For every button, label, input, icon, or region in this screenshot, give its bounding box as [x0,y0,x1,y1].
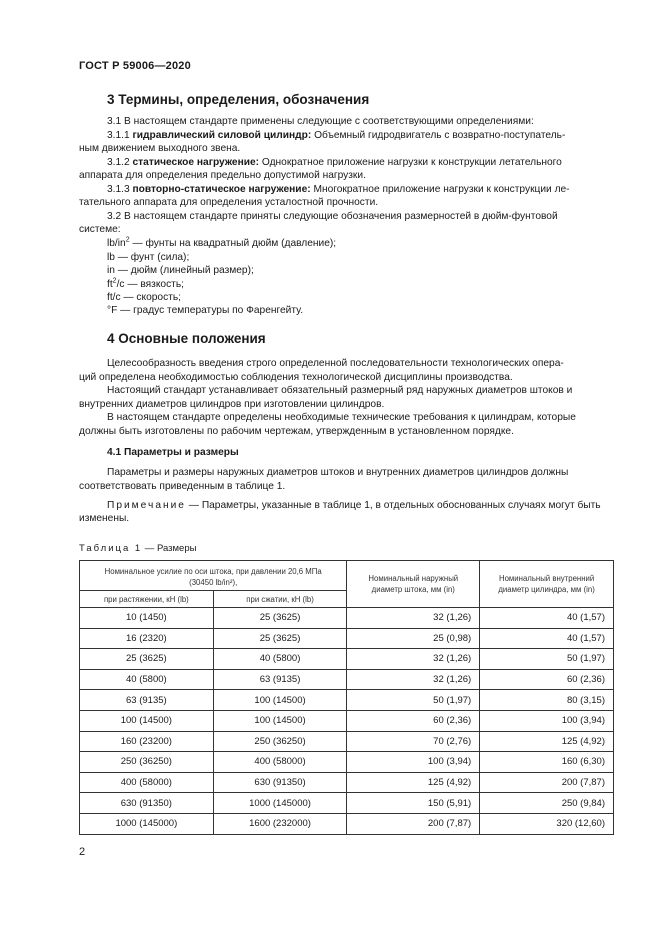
para-3-1: 3.1 В настоящем стандарте применены следующие с соответствующими определениями: [107,116,534,127]
table-cell: 100 (14500) [213,690,347,711]
term-title: повторно-статическое нагружение: [132,184,311,195]
table-cell: 150 (5,91) [347,793,480,814]
para-4-1-cont: соответствовать приведенным в таблице 1. [79,481,286,492]
subsection-4-1-title: 4.1 Параметры и размеры [107,447,239,458]
para-3-1-3-cont: тательного аппарата для определения усталостной прочности. [79,197,379,208]
table-cell: 320 (12,60) [480,813,614,834]
table-cell: 630 (91350) [213,772,347,793]
table-cell: 40 (5800) [213,649,347,670]
table-cell: 100 (3,94) [480,710,614,731]
para-4-p2: Настоящий стандарт устанавливает обязательный размерный ряд наружных диаметров штоков и [107,385,573,396]
table-row [80,752,614,773]
table-cell: 70 (2,76) [347,731,480,752]
table-cell: 25 (3625) [80,649,214,670]
table-cell: 32 (1,26) [347,649,480,670]
section-3-title: 3 Термины, определения, обозначения [107,92,370,107]
para-3-2-cont: системе: [79,224,121,235]
table-cell: 50 (1,97) [480,649,614,670]
para-4-p3-cont: должны быть изготовлены по рабочим чертежам, утвержденным в установленном порядке. [79,426,514,437]
table-cell: 250 (36250) [80,752,214,773]
term-title: статическое нагружение: [132,157,260,168]
note-label: Примечание [107,500,186,511]
term-title: гидравлический силовой цилиндр: [132,130,312,141]
table-cell: 200 (7,87) [480,772,614,793]
term-definition: Однократное приложение нагрузки к конструкции летательного [261,157,562,168]
table-cell: 125 (4,92) [480,731,614,752]
notation-fahrenheit: °F — градус температуры по Фаренгейту. [107,305,304,316]
notation-lb: lb — фунт (сила); [107,252,190,263]
table-cell: 1000 (145000) [213,793,347,814]
term-definition: Многократное приложение нагрузки к конструкции ле- [313,184,570,195]
table-caption [79,543,196,554]
table-row [80,669,614,690]
para-4-p3: В настоящем стандарте определены необходимые технические требования к цилиндрам, которые [107,412,576,423]
table-cell: 100 (3,94) [347,752,480,773]
table-cell: 100 (14500) [80,710,214,731]
table-cell: 100 (14500) [213,710,347,731]
para-4-p2-cont: внутренних диаметров цилиндров при изготовлении цилиндров. [79,399,385,410]
table-cell: 63 (9135) [213,669,347,690]
para-3-1-2-cont: аппарата для определения предельно допустимой нагрузки. [79,170,366,181]
note [107,499,601,513]
notation-speed: ft/c — скорость; [107,292,181,303]
term-number: 3.1.1 [107,130,130,141]
table-cell: 50 (1,97) [347,690,480,711]
para-3-1-1-cont: ным движением выходного звена. [79,143,241,154]
notation-viscosity: $ft^2/c$ — вязкость; [107,277,184,290]
table-row [80,628,614,649]
table-cell: 16 (2320) [80,628,214,649]
header-tension: при растяжении, кН (lb) [80,591,214,608]
table-cell: 25 (3625) [213,608,347,629]
table-cell: 40 (1,57) [480,608,614,629]
table-cell: 60 (2,36) [480,669,614,690]
note-text: — Параметры, указанные в таблице 1, в отдельных обоснованных случаях могут быть [185,500,601,511]
table-row [80,793,614,814]
standard-header: ГОСТ Р 59006—2020 [79,60,191,72]
note-cont: изменены. [79,513,130,524]
table-cell: 40 (1,57) [480,628,614,649]
table-cell: 10 (1450) [80,608,214,629]
table-cell: 160 (23200) [80,731,214,752]
table-cell: 25 (3625) [213,628,347,649]
table-row [80,710,614,731]
table-cell: 1000 (145000) [80,813,214,834]
para-3-1-2 [107,156,562,170]
table-cell: 400 (58000) [80,772,214,793]
para-3-1-3 [107,183,570,197]
para-4-1: Параметры и размеры наружных диаметров штоков и внутренних диаметров цилиндров должны [107,467,569,478]
table-cell: 400 (58000) [213,752,347,773]
notation-psi: $lb/in^2$ — фунты на квадратный дюйм (давление); [107,236,337,249]
para-3-2: 3.2 В настоящем стандарте приняты следующие обозначения размерностей в дюйм-фунтовой [107,211,558,222]
table-cell: 160 (6,30) [480,752,614,773]
header-group-force: Номинальное усилие по оси штока, при давлении 20,6 МПа (30450 lb/in²), [80,561,347,591]
header-rod-diameter: Номинальный наружный диаметр штока, мм (in) [347,561,480,608]
table-cell: 125 (4,92) [347,772,480,793]
table-row [80,813,614,834]
section-4-title: 4 Основные положения [107,331,266,346]
table-row [80,649,614,670]
table-cell: 630 (91350) [80,793,214,814]
header-cylinder-diameter: Номинальный внутренний диаметр цилиндра, мм (in) [480,561,614,608]
table-cell: 60 (2,36) [347,710,480,731]
header-compression: при сжатии, кН (lb) [213,591,347,608]
table-cell: 200 (7,87) [347,813,480,834]
term-definition: Объемный гидродвигатель с возвратно-поступатель- [314,130,566,141]
table-row [80,690,614,711]
table-cell: 250 (9,84) [480,793,614,814]
term-number: 3.1.3 [107,184,130,195]
table-caption-text: — Размеры [142,543,197,554]
notation-in: in — дюйм (линейный размер); [107,265,254,276]
table-cell: 32 (1,26) [347,669,480,690]
table-cell: 63 (9135) [80,690,214,711]
table-cell: 1600 (232000) [213,813,347,834]
table-cell: 250 (36250) [213,731,347,752]
table-row [80,772,614,793]
table-row [80,608,614,629]
table-cell: 25 (0,98) [347,628,480,649]
table-caption-label: Таблица 1 [79,543,143,554]
term-number: 3.1.2 [107,157,130,168]
para-3-1-1 [107,129,565,143]
page-number: 2 [79,846,86,858]
para-4-p1: Целесообразность введения строго определенной последовательности технологических опера- [107,358,564,369]
dimensions-table [79,560,614,835]
table-cell: 80 (3,15) [480,690,614,711]
table-row [80,731,614,752]
para-4-p1-cont: ций определена необходимостью соблюдения технологической дисциплины производства. [79,372,513,383]
table-cell: 40 (5800) [80,669,214,690]
table-cell: 32 (1,26) [347,608,480,629]
